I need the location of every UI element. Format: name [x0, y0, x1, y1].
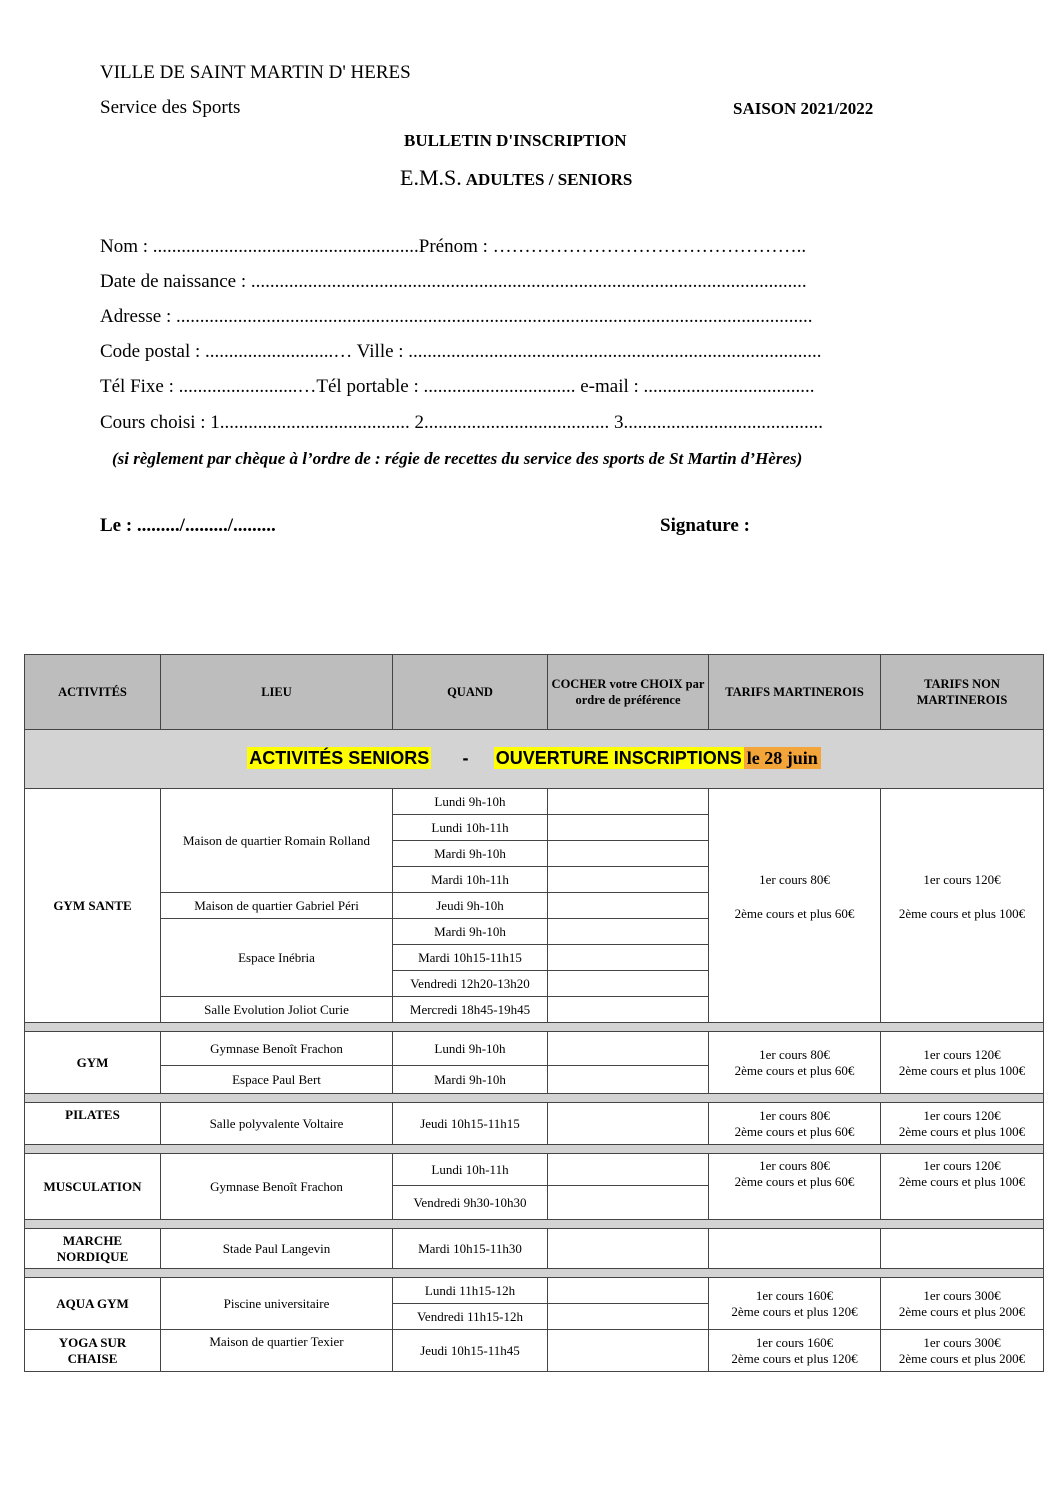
- tarif-line: 2ème cours et plus 100€: [898, 905, 1026, 921]
- table-header-row: [25, 655, 1044, 730]
- choice-cell[interactable]: [548, 1278, 709, 1304]
- quand-cell: Vendredi 11h15-12h: [393, 1304, 548, 1330]
- tarif-line: 1er cours 80€: [759, 871, 830, 887]
- activity-aqua-gym: AQUA GYM: [25, 1278, 161, 1330]
- tarif-line: 2ème cours et plus 200€: [898, 1303, 1026, 1319]
- lieu-gabriel-peri: Maison de quartier Gabriel Péri: [161, 893, 393, 919]
- lieu-joliot-curie: Salle Evolution Joliot Curie: [161, 997, 393, 1023]
- tarif-non-martinerois-cell: [881, 1032, 1044, 1094]
- ems-title: [400, 165, 632, 191]
- quand-cell: Jeudi 9h-10h: [393, 893, 548, 919]
- quand-cell: Lundi 10h-11h: [393, 815, 548, 841]
- tarif-line: 2ème cours et plus 120€: [731, 1303, 858, 1319]
- choice-cell[interactable]: [548, 971, 709, 997]
- lieu-benoit-frachon: Gymnase Benoît Frachon: [161, 1032, 393, 1066]
- form-postal-city-line[interactable]: Code postal : ...........................… Ville : .......................................................................................: [100, 341, 822, 362]
- tarif-line: 2ème cours et plus 100€: [898, 1174, 1026, 1189]
- tarif-non-martinerois-cell: [881, 1154, 1044, 1220]
- lieu-romain-rolland: Maison de quartier Romain Rolland: [161, 789, 393, 893]
- table-row: [25, 789, 1044, 815]
- separator-row: [25, 1094, 1044, 1103]
- tarif-line: 2ème cours et plus 60€: [734, 1123, 855, 1139]
- quand-cell: Mercredi 18h45-19h45: [393, 997, 548, 1023]
- tarif-line: 1er cours 80€: [759, 1046, 830, 1062]
- payment-note: (si règlement par chèque à l’ordre de : régie de recettes du service des sports de St Martin d’Hères): [112, 449, 803, 468]
- form-address-line[interactable]: Adresse : ......................................................................................................................................: [100, 306, 813, 327]
- choice-cell[interactable]: [548, 1066, 709, 1094]
- tarif-line: 2ème cours et plus 100€: [898, 1123, 1026, 1139]
- tarif-line: 2ème cours et plus 60€: [734, 905, 855, 921]
- activity-marche-nordique: [25, 1229, 161, 1269]
- tarif-line: 1er cours 80€: [759, 1107, 830, 1123]
- tarif-line: 1er cours 80€: [759, 1158, 830, 1173]
- choice-cell[interactable]: [548, 1304, 709, 1330]
- tarif-non-martinerois-cell: [881, 1278, 1044, 1330]
- activity-line: CHAISE: [67, 1350, 118, 1366]
- choice-cell[interactable]: [548, 893, 709, 919]
- activity-musculation: MUSCULATION: [25, 1154, 161, 1220]
- form-name-line[interactable]: Nom : ........................................................Prénom : …………………………………………..: [100, 236, 807, 257]
- quand-cell: Mardi 10h15-11h30: [393, 1229, 548, 1269]
- ems-small: ADULTES / SENIORS: [465, 170, 633, 189]
- lieu-voltaire: Salle polyvalente Voltaire: [161, 1103, 393, 1145]
- ems-big: E.M.S.: [400, 165, 462, 190]
- separator-row: [25, 1220, 1044, 1229]
- quand-cell: Mardi 10h15-11h15: [393, 945, 548, 971]
- activity-yoga-chaise: [25, 1330, 161, 1372]
- date-field[interactable]: Le : ........./........./.........: [100, 515, 276, 536]
- season-label: SAISON 2021/2022: [733, 99, 874, 118]
- quand-cell: Lundi 11h15-12h: [393, 1278, 548, 1304]
- tarif-martinerois-cell: [709, 1330, 881, 1372]
- lieu-paul-bert: Espace Paul Bert: [161, 1066, 393, 1094]
- tarif-martinerois-cell: [709, 1229, 881, 1269]
- tarif-line: 1er cours 120€: [923, 1158, 1001, 1173]
- table-row: [25, 1154, 1044, 1186]
- choice-cell[interactable]: [548, 841, 709, 867]
- banner-dash: -: [462, 748, 469, 768]
- tarif-non-martinerois-cell: [881, 1103, 1044, 1145]
- tarif-line: 1er cours 120€: [923, 1107, 1001, 1123]
- quand-cell: Mardi 9h-10h: [393, 841, 548, 867]
- lieu-paul-langevin: Stade Paul Langevin: [161, 1229, 393, 1269]
- separator-row: [25, 1145, 1044, 1154]
- seniors-banner-row: [25, 730, 1044, 789]
- quand-cell: Lundi 9h-10h: [393, 789, 548, 815]
- bulletin-title: BULLETIN D'INSCRIPTION: [404, 131, 627, 150]
- form-course-line[interactable]: Cours choisi : 1........................................ 2....................................... 3..........................................: [100, 412, 824, 433]
- tarif-martinerois-cell: [709, 1103, 881, 1145]
- tarif-martinerois-cell: [709, 1032, 881, 1094]
- quand-cell: Mardi 10h-11h: [393, 867, 548, 893]
- quand-cell: Vendredi 12h20-13h20: [393, 971, 548, 997]
- choice-cell[interactable]: [548, 997, 709, 1023]
- quand-cell: Jeudi 10h15-11h15: [393, 1103, 548, 1145]
- choice-cell[interactable]: [548, 815, 709, 841]
- service-title: Service des Sports: [100, 97, 241, 118]
- lieu-espace-inebria: Espace Inébria: [161, 919, 393, 997]
- tarif-martinerois-cell: [709, 1154, 881, 1220]
- tarif-martinerois-cell: [709, 1278, 881, 1330]
- choice-cell[interactable]: [548, 1186, 709, 1220]
- activity-gym-sante: GYM SANTE: [25, 789, 161, 1023]
- tarif-line: 1er cours 120€: [923, 1046, 1001, 1062]
- banner-date-label: le 28 juin: [744, 747, 821, 769]
- choice-cell[interactable]: [548, 945, 709, 971]
- header-cocher: COCHER votre CHOIX par ordre de préférence: [548, 655, 709, 730]
- activity-line: YOGA SUR: [58, 1334, 127, 1350]
- banner-seniors-label: ACTIVITÉS SENIORS: [249, 748, 430, 768]
- tarif-non-martinerois-cell: [881, 789, 1044, 1023]
- table-row: [25, 1229, 1044, 1269]
- tarif-line: 2ème cours et plus 120€: [731, 1350, 858, 1366]
- tarif-line: 2ème cours et plus 60€: [734, 1062, 855, 1078]
- quand-cell: Lundi 9h-10h: [393, 1032, 548, 1066]
- lieu-texier: Maison de quartier Texier: [161, 1330, 393, 1372]
- form-birthdate-line[interactable]: Date de naissance : .....................................................................................................................: [100, 271, 807, 292]
- form-phone-email-line[interactable]: Tél Fixe : .........................…Tél portable : ................................ e-mail : ....................................: [100, 376, 815, 397]
- header-activites: ACTIVITÉS: [25, 655, 161, 730]
- banner-inscriptions-label: OUVERTURE INSCRIPTIONS: [495, 748, 742, 768]
- tarif-line: 2ème cours et plus 60€: [734, 1174, 855, 1189]
- signature-label: Signature :: [660, 515, 750, 536]
- tarif-line: 1er cours 120€: [923, 871, 1001, 887]
- choice-cell[interactable]: [548, 1154, 709, 1186]
- lieu-piscine: Piscine universitaire: [161, 1278, 393, 1330]
- tarif-martinerois-cell: [709, 789, 881, 1023]
- tarif-line: 2ème cours et plus 200€: [898, 1350, 1026, 1366]
- tarif-line: 2ème cours et plus 100€: [898, 1062, 1026, 1078]
- choice-cell[interactable]: [548, 1229, 709, 1269]
- quand-cell: Lundi 10h-11h: [393, 1154, 548, 1186]
- activity-line: NORDIQUE: [56, 1248, 129, 1264]
- header-tarifs-non-martinerois: TARIFS NON MARTINEROIS: [881, 655, 1044, 730]
- choice-cell[interactable]: [548, 919, 709, 945]
- quand-cell: Vendredi 9h30-10h30: [393, 1186, 548, 1220]
- choice-cell[interactable]: [548, 867, 709, 893]
- table-row: [25, 1103, 1044, 1145]
- lieu-benoit-frachon: Gymnase Benoît Frachon: [161, 1154, 393, 1220]
- activities-table: [24, 654, 1044, 1372]
- choice-cell[interactable]: [548, 1330, 709, 1372]
- activity-pilates: PILATES: [25, 1103, 161, 1145]
- choice-cell[interactable]: [548, 1103, 709, 1145]
- choice-cell[interactable]: [548, 1032, 709, 1066]
- seniors-banner: [25, 730, 1044, 789]
- tarif-line: 1er cours 300€: [923, 1287, 1001, 1303]
- choice-cell[interactable]: [548, 789, 709, 815]
- header-tarifs-martinerois: TARIFS MARTINEROIS: [709, 655, 881, 730]
- tarif-line: 1er cours 160€: [755, 1287, 834, 1303]
- city-title: VILLE DE SAINT MARTIN D' HERES: [100, 62, 411, 83]
- quand-cell: Mardi 9h-10h: [393, 919, 548, 945]
- separator-row: [25, 1023, 1044, 1032]
- quand-cell: Mardi 9h-10h: [393, 1066, 548, 1094]
- activity-gym: GYM: [25, 1032, 161, 1094]
- header-lieu: LIEU: [161, 655, 393, 730]
- header-quand: QUAND: [393, 655, 548, 730]
- tarif-line: 1er cours 300€: [923, 1334, 1001, 1350]
- separator-row: [25, 1269, 1044, 1278]
- tarif-line: 1er cours 160€: [755, 1334, 834, 1350]
- table-row: [25, 1032, 1044, 1066]
- table-row: [25, 1330, 1044, 1372]
- tarif-non-martinerois-cell: [881, 1229, 1044, 1269]
- activity-line: MARCHE: [62, 1232, 123, 1248]
- tarif-non-martinerois-cell: [881, 1330, 1044, 1372]
- quand-cell: Jeudi 10h15-11h45: [393, 1330, 548, 1372]
- table-row: [25, 1278, 1044, 1304]
